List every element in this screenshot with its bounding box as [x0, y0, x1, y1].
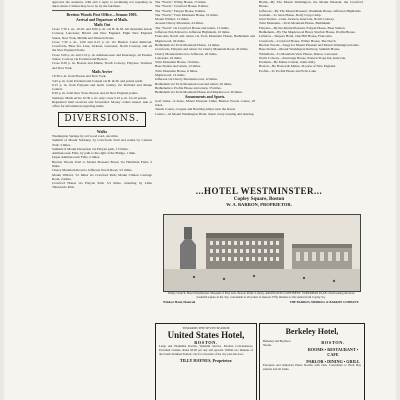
- walk-item: Bretton Woods Trail to Mount Pleasant Brook via Harriman Field, 2 miles.: [52, 159, 152, 168]
- mails-out-item: Close 3.00 p. m. and 5.10 p. m. Ammonoosuc and Kearsarge, all Eastern States; Conway via Portland and Boston.: [52, 52, 152, 62]
- drive-item: Mount Willard, 12 miles.: [155, 17, 190, 22]
- route-item: Portland—By Maine Central, trains daily.: [259, 60, 316, 65]
- diversions-heading: DIVERSIONS.: [58, 112, 146, 127]
- post-office-title: Bretton Woods Post Office—Season 1903.: [66, 12, 138, 18]
- walk-item: Crawford House via Fabyan Path, 3.5 miles, returning by Little Tabernacle Path.: [52, 181, 152, 190]
- drive-item: Maplewood, 14 miles.: [155, 73, 186, 78]
- berkeley-hotel-services-2: PARLOR • DINING • GRILL: [306, 359, 360, 364]
- drive-item: Lancaster, 24 miles.: [155, 55, 183, 60]
- mails-arrive-item: 10.30 a. m. from Boston and New York.: [52, 74, 107, 79]
- hotel-engraving-image: [164, 215, 360, 291]
- drive-item: Twin Mountain House, 10 miles.: [155, 60, 200, 65]
- amusement-item: Casino—At Mount Washington Hotel, music every evening and dancing.: [155, 111, 255, 116]
- drive-item: The "Notch," Fabyan House, 8 miles.: [155, 8, 206, 13]
- route-item: Crawfords—Crawford House, Willey House, The Notch.: [259, 38, 337, 43]
- route-item: Whitefield—To Mountain View House, Dalton, Lancaster.: [259, 51, 339, 56]
- hotel-westminster-name: ...HOTEL WESTMINSTER...: [195, 186, 323, 196]
- berkeley-hotel-services-1: ROOMS • RESTAURANT • CAFE: [307, 347, 359, 357]
- column-right: [259, 0, 363, 73]
- route-item: Fabyans—By the Mount Pleasant, Fabyan House, Base Station.: [259, 25, 346, 30]
- route-item: Glen Station—Glen, Jackson, Intervale, North Conway.: [259, 17, 335, 22]
- berkeley-hotel-city: BOSTON.: [321, 340, 345, 345]
- hotel-illustration: [163, 214, 361, 292]
- route-item: Bethlehem—By The Maplewood Hotel, Sinclair House, Profile House.: [259, 30, 356, 35]
- hotel-footer-right: THE BARRON, MERRILL & BARRON COMPANY.: [289, 299, 359, 304]
- drive-item: The "Notch," Willey House, 15 miles.: [155, 0, 207, 4]
- mails-arrive-heading: Mails Arrive: [91, 69, 113, 74]
- mails-out-item: Close 7.30 a. m., 2.00 and 6.15 p. m. via Bretton Canal Railroad. Crawfords, Base Sta. Line, Jackson, Lancaster, North Conway, and all the New England States.: [52, 39, 152, 53]
- united-states-hotel-city: BOSTON.: [194, 340, 218, 345]
- hotel-westminster-proprietor: W. A. BARRON, PROPRIETOR.: [226, 202, 292, 207]
- walk-item: Cherry Mountain Road to Jefferson Notch Road, 3.5 miles.: [52, 168, 133, 173]
- drive-item: Jefferson Notch Road to Jefferson Highlands, 10 miles.: [155, 30, 231, 35]
- drive-item: The "Notch," Twin Mountain House, 10 miles.: [155, 12, 219, 17]
- route-item: Berlin—By The Mount Washington, the Mount Pleasant, the Crawford House.: [259, 0, 363, 9]
- hotel-westminster-location: Copley Square, Boston: [233, 196, 285, 202]
- walk-item: Washington Springs by old wood road, one mile.: [52, 133, 119, 138]
- hotel-caption: [163, 292, 359, 304]
- berkeley-hotel-name: Berkeley Hotel,: [285, 327, 339, 336]
- ad-tagline: TOWARDS THE SEVEN SEASIDE: [182, 326, 230, 330]
- berkeley-hotel-ad: [259, 323, 365, 400]
- walk-item: Upper Ammonoosuc Falls, 2 miles.: [52, 155, 101, 160]
- berkeley-hotel-address: Berkeley and Boylston Streets.: [263, 339, 291, 347]
- mails-arrive-item: 6.15 p. m. from Fabyans and north country via Portland and Maine Central.: [52, 82, 152, 92]
- route-item: Gorham—To Glen House, Dolly Copp Camp.: [259, 12, 322, 17]
- walks-heading: Walks: [96, 129, 108, 134]
- united-states-hotel-ad: [155, 323, 257, 400]
- berkeley-hotel-body: European and American Plans. Rooms with bath. Convenient to Back Bay stations and all trains.: [263, 363, 361, 371]
- mails-arrive-item: 8.30 p. m. from New York, Boston and all New England points.: [52, 91, 139, 96]
- route-item: North Conway—Kearsarge House, Eastern Slope Inn, Intervale.: [259, 55, 347, 60]
- drive-item: Franconia Notch and return via Twin Mountain House, Bethlehem and Maplewood, 40 miles.: [155, 34, 255, 43]
- route-item: Twin Mountain—Twin Mountain House, Bethlehem.: [259, 21, 332, 26]
- amusement-item: Golf Links—9 holes, Mount Pleasant Links; Bretton Woods course, 18 holes.: [155, 98, 255, 108]
- walk-item: Ammonoosuc Falls, by path to the right of the Bridge, 1 mile.: [52, 151, 136, 156]
- drive-item: Jefferson via Cherry Mountain road, 12 miles.: [155, 77, 218, 82]
- amusements-heading: Amusements and Sports.: [184, 94, 226, 99]
- hotel-westminster-header: [155, 186, 363, 207]
- mails-out-heading: Mails Out: [93, 22, 111, 27]
- route-item: Littleton—Thayers Hotel, Oak Hill House, Franconia.: [259, 34, 333, 39]
- walk-item: Mount Willard, 3.5 miles via Crawford Path; Mount Clinton Carriage Road, 2 miles.: [52, 172, 152, 181]
- drive-item: Base Station and return, 12 miles.: [155, 64, 201, 69]
- post-office-subtitle: Arrival and Departure of Mails.: [76, 18, 128, 23]
- united-states-hotel-proprietor: TILLY HAYNES, Proprietor.: [179, 358, 233, 364]
- drive-item: The "Notch," Crawford House, 8 miles.: [155, 4, 209, 9]
- route-item: Profile—To Profile House and Echo Lake.: [259, 68, 317, 73]
- mails-arrive-item: Sundays: Mails arrive 10.30 a. m. only; close 5.10 p. m. for all points.: [52, 95, 147, 100]
- united-states-hotel-body: Large and Homelike Rooms. Splendid Service. Modern Conveniences. Excellent Cuisine. Rates $3.00 per day and upward. Within two minutes of the South Terminal Station; cars for all points of the city pass the door.: [159, 344, 253, 356]
- column-middle: [155, 0, 255, 116]
- drive-item: Bethlehem via Twin Mountain road and return, 20 miles.: [155, 81, 233, 86]
- drive-item: The "Notch" via Crawford House and return, 15 miles.: [155, 25, 230, 30]
- route-item: Jefferson—By The Mount Pleasant, Waumbek House, Jefferson Highlands.: [259, 8, 362, 13]
- document-page: [4, 0, 396, 400]
- drive-item: Crawfords, Fabyans and return via Cherry Mountain Road, 20 miles.: [155, 47, 249, 52]
- drive-item: Twin Mountain House, 6 miles.: [155, 68, 198, 73]
- hotel-footer-left: Windsor Hotel, Montreal: [163, 299, 196, 304]
- drive-item: Bethlehem via Twin Mountain House and Maplewood, 30 miles.: [155, 90, 243, 95]
- drive-item: Bethlehem to Profile House and return, 35 miles.: [155, 85, 222, 90]
- mails-out-item: Close 7.30 a. m., 10.45, and 6.00 p. m. via B. & M. All mountain hotels Conway, Lancaster, Bristol and New England. Eight New England States, New York, Middle and Western States.: [52, 26, 152, 40]
- amusement-item: Tennis Courts, Croquet and Bowling Alleys near the hotels.: [155, 107, 236, 112]
- column-left: [52, 0, 152, 190]
- drive-item: Bethlehem via Twin Mountain House, 14 miles.: [155, 42, 221, 47]
- route-item: Boston—By Boston & Maine, all parts of New England.: [259, 64, 336, 69]
- united-states-hotel-name: United States Hotel,: [167, 330, 245, 340]
- mails-out-item: Close 8.30 p. m. Boston and Maine, North Conway, Fabyans, Vermont and New York.: [52, 61, 152, 70]
- divider: [52, 10, 152, 11]
- intro-text: approves the sentence, with and a reply to promising not repeating as durst return. Clothes may be to be by the bursman.: [52, 0, 152, 9]
- post-office-notice: Registered mail received and forwarded. Money orders issued. Ask at office for information regarding mails.: [52, 100, 152, 109]
- hotel-caption-text: Trinity Church. Hotel Westminster. Museum of Fine Arts. Boston Public Library. ARLINGTON CONTINENT. SUBURBAN PLAN. Overlooking the most beautiful square in the city, convenient to all points of interest. Fifty minutes to the station from Copley Sq.: [167, 291, 355, 299]
- drive-item: Cherry Mountain Road to Jefferson, 20 miles.: [155, 51, 218, 56]
- route-item: Bretton Woods—Stage for Mount Pleasant and Mount Washington hotels.: [259, 42, 360, 47]
- walk-item: Summit of Mount Stickney, by Crawfords Trail and return by Cannon Trail, 3 miles.: [52, 138, 152, 147]
- route-item: Base Station—Mount Washington Railway, Summit House.: [259, 47, 341, 52]
- mails-arrive-item: 3.45 p. m. from Portland and Canada via B. & M. and points north.: [52, 78, 144, 83]
- walk-item: Summit of Mount Deception via Fabyan path, 1.5 miles.: [52, 146, 129, 151]
- drive-item: Around Cherry Mountain, 24 miles.: [155, 21, 204, 26]
